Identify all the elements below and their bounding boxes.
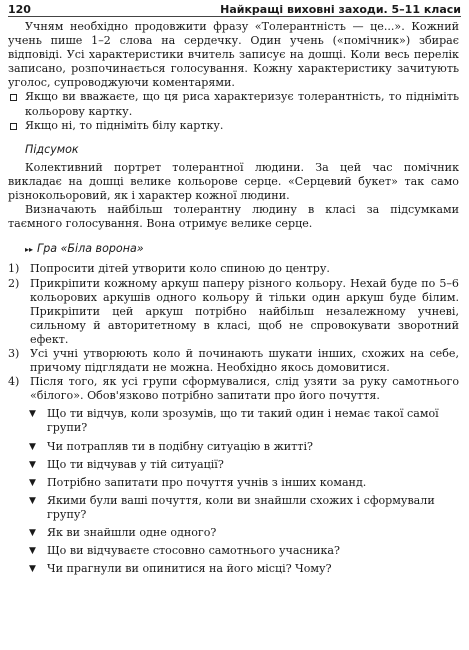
question-text: Чи потрапляв ти в подібну ситуацію в житті? (47, 439, 313, 453)
summary-paragraph: Колективний портрет толерантної людини. За цей час помічник викладає на дошці велике кольорове серце. «Серцевий букет» так само різнокольоровий, як і характер кожної людини. (8, 160, 459, 203)
step-text: Після того, як усі групи сформувалися, слід узяти за руку самотнього «білого». Обов'язково потрібно запитати про його почуття. (30, 375, 459, 403)
step-item (8, 277, 459, 347)
question-text: Якими були ваші почуття, коли ви знайшли схожих і сформували групу? (47, 493, 435, 521)
triangle-bullet-icon: ▼ (29, 528, 36, 538)
step-item (8, 375, 459, 403)
question-item (25, 440, 459, 454)
question-text: Що ти відчував у тій ситуації? (47, 457, 224, 471)
question-item (25, 526, 459, 540)
step-text: Прикріпити кожному аркуш паперу різного кольору. Нехай буде по 5–6 кольорових аркушів одного кольору й тільки один аркуш буде білим. Прикріпити цей аркуш потрібно найбільш незалежному учневі, сильному й авторитетному в класі, щоб не спровокувати зворотний ефект. (30, 276, 459, 346)
question-item (25, 494, 459, 522)
book-title: Найкращі виховні заходи. 5–11 класи (220, 3, 461, 16)
triangle-bullet-icon: ▼ (29, 546, 36, 557)
question-text: Що ти відчув, коли зрозумів, що ти такий один і немає такої самої групи? (47, 407, 439, 435)
square-list-item (8, 119, 459, 133)
triangle-bullet-icon: ▼ (29, 441, 36, 452)
header-rule (8, 16, 461, 17)
page-body (8, 20, 459, 580)
triangle-bullet-icon: ▼ (29, 409, 36, 420)
square-item-text: Якщо ні, то підніміть білу картку. (25, 118, 224, 132)
step-number: 3) (8, 346, 20, 360)
question-item (25, 407, 459, 435)
question-text: Чи прагнули ви опинитися на його місці? Чому? (47, 562, 332, 576)
triangle-bullet-icon: ▼ (29, 477, 36, 488)
step-number: 1) (8, 262, 20, 276)
triangle-bullet-icon: ▼ (29, 495, 36, 506)
step-number: 4) (8, 375, 20, 389)
question-item (25, 544, 459, 558)
question-text: Як ви знайшли одне одного? (47, 526, 217, 539)
question-item (25, 476, 459, 490)
step-item (8, 262, 459, 276)
question-item (25, 562, 459, 576)
step-text: Усі учні утворюють коло й починають шукати інших, схожих на себе, причому підглядати не можна. Необхідно якось домовитися. (30, 346, 459, 375)
square-list-item (8, 90, 459, 118)
checkbox-square-icon (10, 94, 17, 101)
game-heading (25, 242, 459, 257)
intro-paragraph: Учням необхідно продовжити фразу «Толерантність — це...». Кожний учень пише 1–2 слова на сердечку. Один учень («помічник») збирає відповіді. Усі характеристики вчитель записує на дошці. Коли весь перелік записано, розпочинається голосування. Кожну характеристику зачитують уголос, супроводжуючи коментарями. (8, 20, 459, 90)
step-text: Попросити дітей утворити коло спиною до центру. (30, 262, 330, 276)
square-item-text: Якщо ви вважаєте, що ця риса характеризує толерантність, то підніміть кольорову картку. (25, 90, 459, 118)
triangle-bullet-icon: ▼ (29, 564, 36, 575)
step-number: 2) (8, 276, 20, 290)
game-title: Гра «Біла ворона» (37, 242, 144, 256)
step-item (8, 347, 459, 375)
summary-paragraph: Визначають найбільш толерантну людину в класі за підсумками таємного голосування. Вона отримує велике серце. (8, 203, 459, 231)
double-arrow-icon: ▸▸ (25, 245, 34, 255)
summary-heading: Підсумок (25, 142, 79, 156)
question-text: Що ви відчуваєте стосовно самотнього учасника? (47, 544, 340, 558)
triangle-bullet-icon: ▼ (29, 459, 36, 470)
checkbox-square-icon (10, 123, 17, 130)
question-item (25, 458, 459, 472)
page-number: 120 (8, 3, 31, 16)
question-text: Потрібно запитати про почуття учнів з інших команд. (47, 475, 367, 489)
